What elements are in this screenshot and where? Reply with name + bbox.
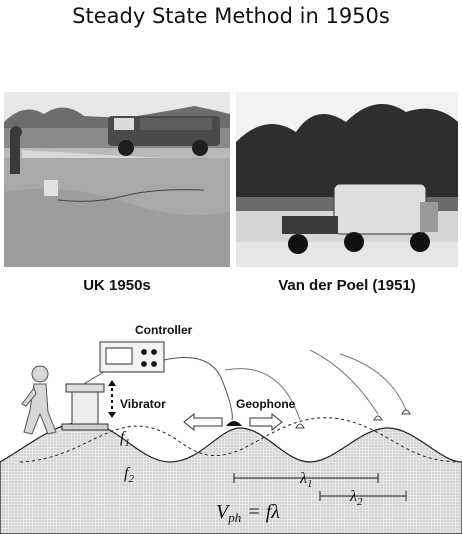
f1-label: f xyxy=(120,429,125,446)
formula-v: V xyxy=(216,501,229,523)
f2-subscript: 2 xyxy=(128,473,134,485)
lambda2-label: λ xyxy=(350,488,357,505)
van-der-poel-photo xyxy=(236,92,458,267)
person-walking-icon xyxy=(22,366,56,434)
right-arrow-icon xyxy=(250,414,282,430)
lambda1-label: λ xyxy=(300,470,307,487)
vibrator-label: Vibrator xyxy=(120,397,166,411)
geophone-icon xyxy=(226,421,242,426)
vibrator-device xyxy=(62,384,108,430)
uk-1950s-caption: UK 1950s xyxy=(83,277,151,294)
steady-state-diagram xyxy=(0,310,462,534)
controller-box xyxy=(100,342,164,372)
page-title: Steady State Method in 1950s xyxy=(72,4,390,28)
f1-subscript: 1 xyxy=(124,437,130,449)
van-der-poel-caption: Van der Poel (1951) xyxy=(278,277,416,294)
controller-label: Controller xyxy=(135,323,193,337)
lambda2-subscript: 2 xyxy=(356,496,363,508)
geophone-label: Geophone xyxy=(236,397,296,411)
svg-text:Vph= fλ xyxy=(216,501,280,525)
formula-subscript: ph xyxy=(228,510,242,525)
formula-rhs: = fλ xyxy=(247,501,280,523)
left-arrow-icon xyxy=(184,414,222,430)
f2-label: f xyxy=(124,465,129,482)
vibration-arrow-icon xyxy=(108,380,116,418)
uk-1950s-photo xyxy=(4,92,230,267)
lambda1-subscript: 1 xyxy=(306,478,313,490)
